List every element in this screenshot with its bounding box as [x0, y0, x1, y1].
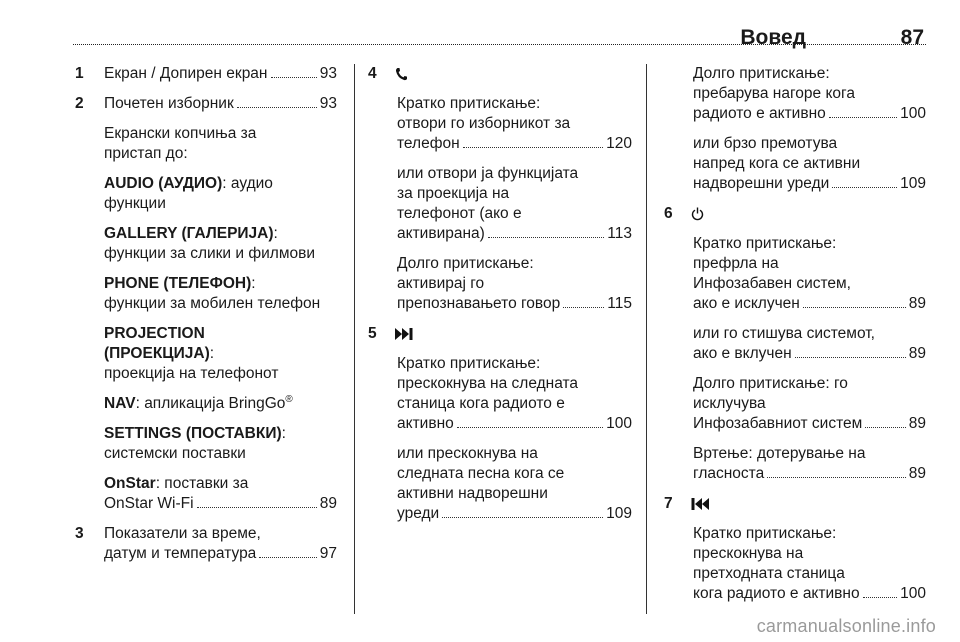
item-number: 3 — [75, 525, 84, 542]
page-ref: 113 — [607, 225, 632, 242]
column-divider — [354, 64, 355, 614]
legend-item-7: 7 Кратко притискање: прескокнува на претходната станица кога радиото е активно 100 — [664, 495, 926, 602]
page-ref: 93 — [319, 95, 337, 112]
home-menu-intro: Екрански копчиња за пристап до: — [104, 125, 257, 162]
gallery-entry: GALLERY (ГАЛЕРИЈА): функции за слики и филмови — [104, 225, 315, 262]
page-ref: 109 — [606, 505, 632, 522]
toc-line: телефон 120 — [397, 135, 632, 152]
item-number: 1 — [75, 65, 84, 82]
projection-entry: PROJECTION (ПРОЕКЦИЈА): проекција на телефонот — [104, 325, 279, 382]
page-ref: 115 — [607, 295, 632, 312]
toc-line: активирана) 113 — [397, 225, 632, 242]
page-title: Вовед — [740, 26, 806, 49]
page-ref: 100 — [606, 415, 632, 432]
toc-line: активно 100 — [397, 415, 632, 432]
toc-line: надворешни уреди 109 — [693, 175, 926, 192]
phone-icon — [395, 64, 417, 84]
column-2 — [368, 64, 632, 534]
toc-line: кога радиото е активно 100 — [693, 585, 926, 602]
legend-item-3: 3 Показатели за време, датум и температура 97 — [75, 525, 337, 562]
skip-forward-icon — [395, 324, 417, 344]
toc-line: Инфозабавниот систем 89 — [693, 415, 926, 432]
watermark: carmanualsonline.info — [756, 616, 936, 636]
toc-line: радиото е активно 100 — [693, 105, 926, 122]
page-ref: 93 — [319, 65, 337, 82]
page-ref: 109 — [900, 175, 926, 192]
toc-line: OnStar Wi-Fi 89 — [104, 495, 337, 512]
page-ref: 100 — [900, 585, 926, 602]
toc-line: гласноста 89 — [693, 465, 926, 482]
power-icon — [691, 204, 713, 224]
audio-entry: AUDIO (АУДИО): аудио функции — [104, 175, 273, 212]
item-number: 6 — [664, 205, 673, 222]
settings-entry: SETTINGS (ПОСТАВКИ): системски поставки — [104, 425, 286, 462]
column-1 — [75, 64, 337, 574]
legend-item-5: 5 Кратко притискање: прескокнува на следната станица кога радиото е активно 100 или прескокнува на следната песна кога се активни надворешни уреди 109 — [368, 325, 632, 522]
page-ref: 97 — [319, 545, 337, 562]
toc-line: ако е исклучен 89 — [693, 295, 926, 312]
onstar-entry: OnStar: поставки за OnStar Wi-Fi 89 — [104, 475, 337, 512]
page-ref: 89 — [319, 495, 337, 512]
legend-item-4: 4 Кратко притискање: отвори го изборникот за телефон 120 или отвори ја функцијата за проекција на телефонот (ако е активирана) 113 Долго притискање: активирај го препознавањето говор 115 — [368, 65, 632, 312]
skip-back-icon — [691, 494, 713, 514]
page-ref: 89 — [908, 415, 926, 432]
legend-item-1 — [75, 64, 337, 84]
page-ref: 100 — [900, 105, 926, 122]
toc-line: ако е вклучен 89 — [693, 345, 926, 362]
nav-entry: NAV: апликација BringGo® — [104, 393, 293, 412]
legend-item-2 — [75, 94, 337, 514]
toc-line: датум и температура 97 — [104, 545, 337, 562]
item-number: 2 — [75, 95, 84, 112]
column-divider — [646, 64, 647, 614]
page-ref: 89 — [908, 465, 926, 482]
legend-item-5-continued: Долго притискање: пребарува нагоре кога радиото е активно 100 или брзо премотува напред кога се активни надворешни уреди 109 — [693, 65, 926, 192]
item-number: 5 — [368, 325, 377, 342]
toc-line: уреди 109 — [397, 505, 632, 522]
page-ref: 89 — [908, 295, 926, 312]
item-number: 7 — [664, 495, 673, 512]
page-number: 87 — [900, 26, 924, 49]
toc-line: Екран / Допирен екран 93 — [104, 65, 337, 82]
page-ref: 120 — [606, 135, 632, 152]
column-3 — [664, 64, 926, 614]
legend-item-6: 6 Кратко притискање: префрла на Инфозабавен систем, ако е исклучен 89 или го стишува системот, ако е вклучен 89 Долго притискање: го исклучува Инфозабавниот систем 89 Вртење: дотерување на гласноста 89 — [664, 205, 926, 482]
phone-entry: PHONE (ТЕЛЕФОН): функции за мобилен телефон — [104, 275, 321, 312]
item-number: 4 — [368, 65, 377, 82]
page-ref: 89 — [908, 345, 926, 362]
toc-line: Почетен изборник 93 — [104, 95, 337, 112]
header-rule — [73, 44, 926, 45]
toc-line: препознавањето говор 115 — [397, 295, 632, 312]
